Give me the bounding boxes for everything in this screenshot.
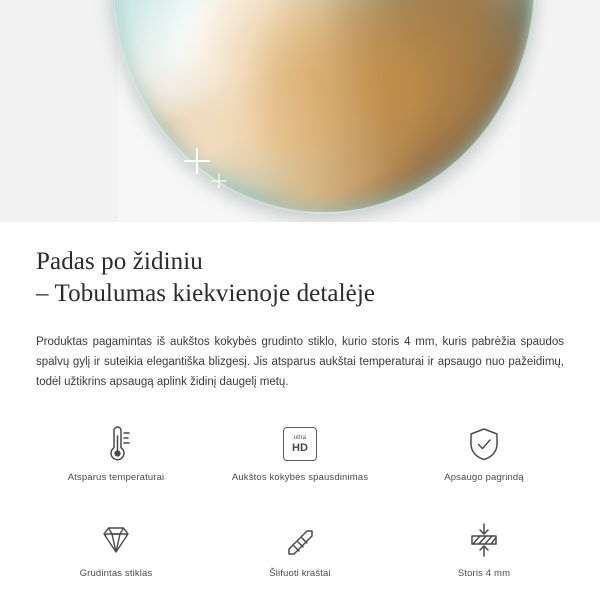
page-title: [36, 222, 564, 310]
feature-protects-surface: [392, 422, 576, 504]
board-sheen-overlay: [114, 0, 534, 212]
page-title-line-2: – Tobulumas kiekvienoje detalėje: [36, 280, 376, 307]
page-title-line-1: Padas po židiniu: [36, 248, 203, 275]
shield-check-icon: [465, 422, 503, 466]
feature-grid: [0, 422, 600, 600]
feature-label: Apsaugo pagrindą: [444, 472, 524, 483]
feature-label: Atsparus temperaturai: [67, 472, 165, 483]
feature-thickness: [392, 518, 576, 600]
polished-edges-icon: [280, 518, 320, 562]
feature-label: Šlifuoti kraštai: [269, 568, 331, 579]
thickness-arrows-icon: [464, 518, 504, 562]
feature-high-quality-print: [208, 422, 392, 504]
round-marble-glass-board: [112, 0, 536, 214]
hero-left-background: [0, 0, 118, 222]
diamond-icon: [96, 518, 136, 562]
hero-right-background: [520, 0, 600, 222]
feature-tempered-glass: [24, 518, 208, 600]
thermometer-icon: [97, 422, 135, 466]
ultra-hd-badge-icon: [283, 422, 317, 466]
badge-bottom-text: HD: [292, 441, 308, 454]
feature-label: Storis 4 mm: [457, 568, 511, 579]
feature-label: Aukštos kokybės spausdinimas: [231, 472, 369, 483]
feature-temperature-resistant: [24, 422, 208, 504]
feature-polished-edges: [208, 518, 392, 600]
badge-top-text: ultra: [293, 434, 307, 441]
content-section: [0, 222, 600, 392]
board-edge-highlight: [114, 0, 534, 212]
body-paragraph: Produktas pagamintas iš aukštos kokybės grudinto stiklo, kurio storis 4 mm, kuris pabrėžia spaudos spalvų gylį ir suteikia elegantiška blizgesį. Jis atsparus aukštai temperaturai ir apsaugo nuo pažeidimų, todėl užtikrins apsaugą aplink židinį daugelį metų.: [36, 336, 564, 388]
feature-label: Grudintas stiklas: [79, 568, 153, 579]
hero-image: [0, 0, 600, 222]
